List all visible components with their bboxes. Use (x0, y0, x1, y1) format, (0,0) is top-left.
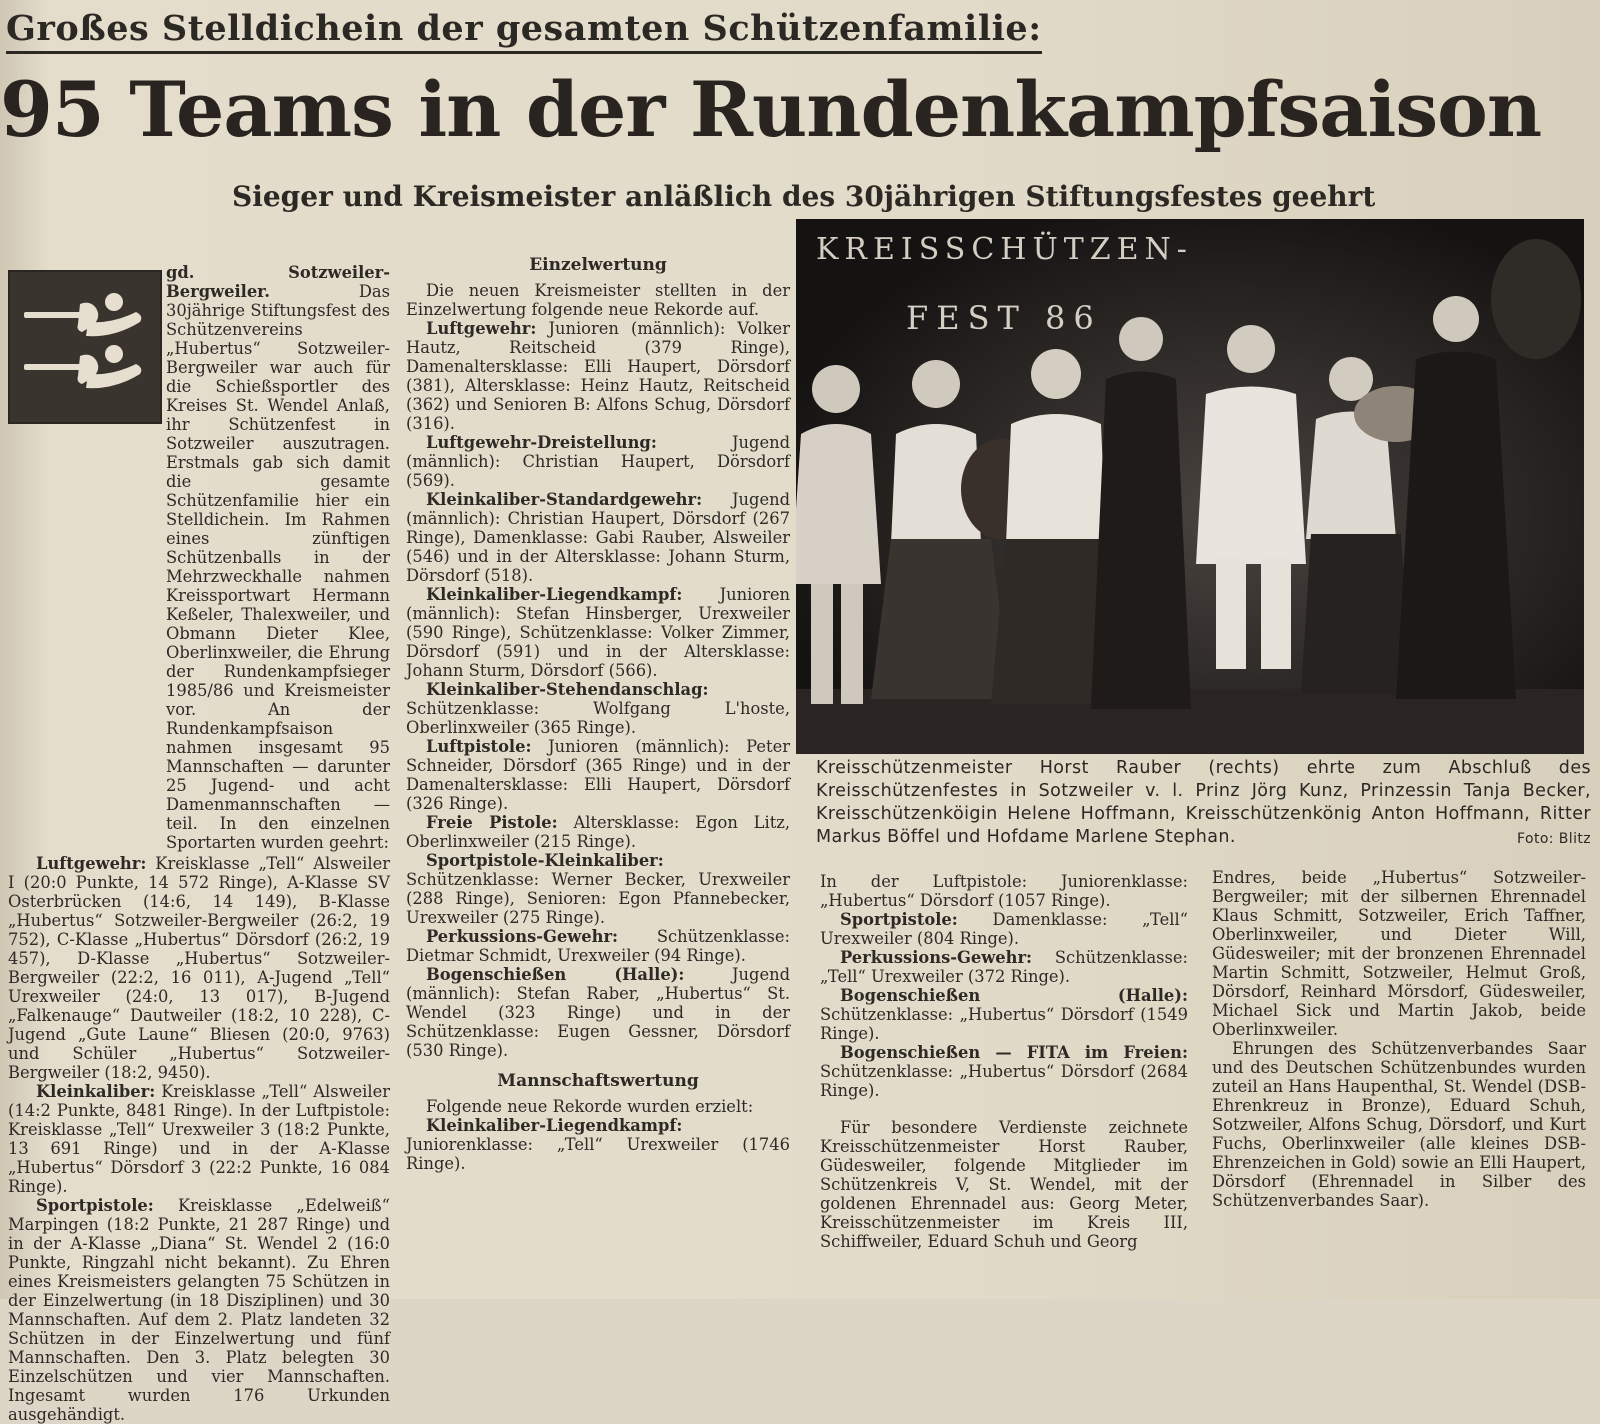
award-ceremony-photo (796, 219, 1584, 754)
kicker-line: Großes Stelldichein der gesamten Schützenfamilie: (6, 8, 1042, 54)
e8-text: Schützenklasse: Werner Becker, Urexweiler (288 Ringe), Senioren: Egon Pfannebecker, Urexweiler (275 Ringe). (406, 870, 790, 927)
subheadline: Sieger und Kreismeister anläßlich des 30jährigen Stiftungsfestes geehrt (232, 180, 1376, 213)
column-1 (8, 263, 390, 1424)
team-luftgewehr-text: Kreisklasse „Tell“ Alsweiler I (20:0 Punkte, 14 572 Ringe), A-Klasse SV Osterbrücken (14:6, 14 149), B-Klasse „Hubertus“ Sotzweiler-Bergweiler (26:2, 19 752), C-Klasse „Hubertus“ Dörsdorf (26:2, 19 457), D-Klasse „Hubertus“ Sotzweiler-Bergweiler (22:2, 16 011), A-Jugend „Tell“ Urexweiler (24:0, 13 017), B-Jugend „Falkenauge“ Dautweiler (18:2, 10 228), C-Jugend „Gute Laune“ Bliesen (20:0, 9763) und Schüler „Hubertus“ Sotzweiler-Bergweiler (18:2, 9450). (8, 854, 390, 1082)
e8-label: Sportpistole-Kleinkaliber: (426, 851, 664, 870)
e2-label: Luftgewehr-Dreistellung: (426, 433, 657, 452)
m1-label: Kleinkaliber-Liegendkampf: (426, 1116, 683, 1135)
e6-text: Junioren (männlich): Peter Schneider, Dörsdorf (365 Ringe) und in der Damenaltersklasse: Elli Haupert, Dörsdorf (326 Ringe). (406, 737, 790, 813)
e6-label: Luftpistole: (426, 737, 532, 756)
team-sportpistole-text: Kreisklasse „Edelweiß“ Marpingen (18:2 Punkte, 21 287 Ringe) und in der A-Klasse „Diana“ St. Wendel 2 (16:0 Punkte, Ringzahl nicht bekannt). Zu Ehren eines Kreismeisters gelangten 75 Schützen in der Einzelwertung (in 18 Disziplinen) und 30 Mannschaften. Auf dem 2. Platz landeten 32 Schützen in der Einzelwertung und fünf Mannschaften. Den 3. Platz belegten 30 Einzelschützen und vier Mannschaften. Ingesamt wurden 176 Urkunden ausgehändigt. (8, 1196, 390, 1424)
col4-paragraph-1: Endres, beide „Hubertus“ Sotzweiler-Bergweiler; mit der silbernen Ehrennadel Klaus Schmitt, Sotzweiler, Erich Taffner, Oberlinxweiler, und Dieter Will, Güdesweiler; mit der bronzenen Ehrennadel Martin Schmitt, Sotzweiler, Helmut Groß, Dörsdorf, Reinhard Mörsdorf, Güdesweiler, Michael Sick und Martin Jakob, beide Oberlinxweiler. (1212, 868, 1586, 1039)
e9-text: Schützenklasse: Dietmar Schmidt, Urexweiler (94 Ringe). (406, 927, 790, 965)
column-4 (1212, 868, 1586, 1210)
m4-label: Bogenschießen (Halle): (840, 986, 1188, 1005)
e3-label: Kleinkaliber-Standardgewehr: (426, 490, 703, 509)
e7-label: Freie Pistole: (426, 813, 558, 832)
team-luftgewehr-label: Luftgewehr: (36, 854, 147, 873)
col4-paragraph-2: Ehrungen des Schützenverbandes Saar und des Deutschen Schützenbundes wurden zuteil an Hans Haupenthal, St. Wendel (DSB-Ehrenkreuz in Bronze), Eduard Schuh, Sotzweiler, Alfons Schug, Dörsdorf, und Kurt Fuchs, Oberlinxweiler (alle kleines DSB-Ehrenzeichen in Gold) sowie an Elli Haupert, Dörsdorf (Ehrennadel in Silber des Schützenverbandes Saar). (1212, 1039, 1586, 1210)
verdienst-paragraph: Für besondere Verdienste zeichnete Kreisschützenmeister Horst Rauber, Güdesweiler, folgende Mitglieder im Schützenkreis V, St. Wendel, mit der goldenen Ehrennadel aus: Georg Meter, Kreisschützenmeister im Kreis III, Schiffweiler, Eduard Schuh und Georg (820, 1118, 1188, 1251)
m3-text: Schützenklasse: „Tell“ Urexweiler (372 Ringe). (820, 948, 1188, 986)
team-sportpistole-label: Sportpistole: (36, 1196, 154, 1215)
e10-label: Bogenschießen (Halle): (426, 965, 685, 984)
photo-caption (816, 757, 1591, 851)
col3-lead: In der Luftpistole: Juniorenklasse: „Hubertus“ Dörsdorf (1057 Ringe). (820, 872, 1188, 910)
e1-text: Junioren (männlich): Volker Hautz, Reitscheid (379 Ringe), Damenaltersklasse: Elli Haupert, Dörsdorf (381), Altersklasse: Heinz Hautz, Reitscheid (362) und Senioren B: Alfons Schug, Dörsdorf (316). (406, 319, 790, 433)
e5-label: Kleinkaliber-Stehendanschlag: (426, 680, 709, 699)
m1-text: Juniorenklasse: „Tell“ Urexweiler (1746 Ringe). (406, 1135, 790, 1173)
e4-label: Kleinkaliber-Liegendkampf: (426, 585, 683, 604)
lead-paragraph: Das 30jährige Stiftungsfest des Schützenvereins „Hubertus“ Sotzweiler-Bergweiler war auch für die Schießsportler des Kreises St. Wendel Anlaß, ihr Schützenfest in Sotzweiler auszutragen. Erstmals gab sich damit die gesamte Schützenfamilie hier ein Stelldichein. Im Rahmen eines zünftigen Schützenballs in der Mehrzweckhalle nahmen Kreissportwart Hermann Keßeler, Thalexweiler, und Obmann Dieter Klee, Oberlinxweiler, die Ehrung der Rundenkampfsieger 1985/86 und Kreismeister vor. An der Rundenkampfsaison nahmen insgesamt 95 Mannschaften — darunter 25 Jugend- und acht Damenmannschaften — teil. In den einzelnen Sportarten wurden geehrt: (166, 282, 390, 852)
column-2 (406, 252, 790, 1173)
column-3 (820, 872, 1188, 1251)
m4-text: Schützenklasse: „Hubertus“ Dörsdorf (1549 Ringe). (820, 1005, 1188, 1043)
headline: 95 Teams in der Rundenkampfsaison (0, 65, 1542, 154)
m3-label: Perkussions-Gewehr: (840, 948, 1033, 967)
lead-dateline: gd. Sotzweiler-Bergweiler. (166, 263, 390, 301)
m5-label: Bogenschießen — FITA im Freien: (840, 1043, 1188, 1062)
photo-credit: Foto: Blitz (1517, 831, 1591, 847)
team-kleinkaliber-label: Kleinkaliber: (36, 1082, 156, 1101)
e3-text: Jugend (männlich): Christian Haupert, Dörsdorf (267 Ringe), Damenklasse: Gabi Rauber, Alsweiler (546) und in der Altersklasse: Johann Sturm, Dörsdorf (518). (406, 490, 790, 585)
m5-text: Schützenklasse: „Hubertus“ Dörsdorf (2684 Ringe). (820, 1062, 1188, 1100)
photo-scene (796, 219, 1584, 754)
m2-label: Sportpistole: (840, 910, 958, 929)
section-heading-einzelwertung: Einzelwertung (529, 255, 667, 275)
m2-text: Damenklasse: „Tell“ Urexweiler (804 Ringe). (820, 910, 1188, 948)
team-kleinkaliber-text: Kreisklasse „Tell“ Alsweiler (14:2 Punkte, 8481 Ringe). In der Luftpistole: Kreisklasse „Tell“ Urexweiler 3 (18:2 Punkte, 13 691 Ringe) und in der A-Klasse „Hubertus“ Dörsdorf 3 (22:2 Punkte, 16 084 Ringe). (8, 1082, 390, 1196)
caption-text: Kreisschützenmeister Horst Rauber (rechts) ehrte zum Abschluß des Kreisschützenfestes in Sotzweiler v. l. Prinz Jörg Kunz, Prinzessin Tanja Becker, Kreisschützenköigin Helene Hoffmann, Kreisschützenkönig Anton Hoffmann, Ritter Markus Böffel und Hofdame Marlene Stephan. (816, 758, 1591, 847)
einzel-intro: Die neuen Kreismeister stellten in der Einzelwertung folgende neue Rekorde auf. (406, 281, 790, 319)
e4-text: Junioren (männlich): Stefan Hinsberger, Urexweiler (590 Ringe), Schützenklasse: Volker Zimmer, Dörsdorf (591) und in der Altersklasse: Johann Sturm, Dörsdorf (566). (406, 585, 790, 680)
e2-text: Jugend (männlich): Christian Haupert, Dörsdorf (569). (406, 433, 790, 490)
mannschaft-intro: Folgende neue Rekorde wurden erzielt: (426, 1097, 754, 1116)
e1-label: Luftgewehr: (426, 319, 537, 338)
svg-text:FEST 86: FEST 86 (906, 299, 1102, 337)
section-heading-mannschaftswertung: Mannschaftswertung (497, 1071, 699, 1091)
e9-label: Perkussions-Gewehr: (426, 927, 619, 946)
e7-text: Altersklasse: Egon Litz, Oberlinxweiler (215 Ringe). (406, 813, 790, 851)
svg-text:KREISSCHÜTZEN-: KREISSCHÜTZEN- (816, 232, 1193, 267)
e10-text: Jugend (männlich): Stefan Raber, „Hubertus“ St. Wendel (323 Ringe) und in der Schützenklasse: Eugen Gessner, Dörsdorf (530 Ringe). (406, 965, 790, 1060)
e5-text: Schützenklasse: Wolfgang L'hoste, Oberlinxweiler (365 Ringe). (406, 699, 790, 737)
